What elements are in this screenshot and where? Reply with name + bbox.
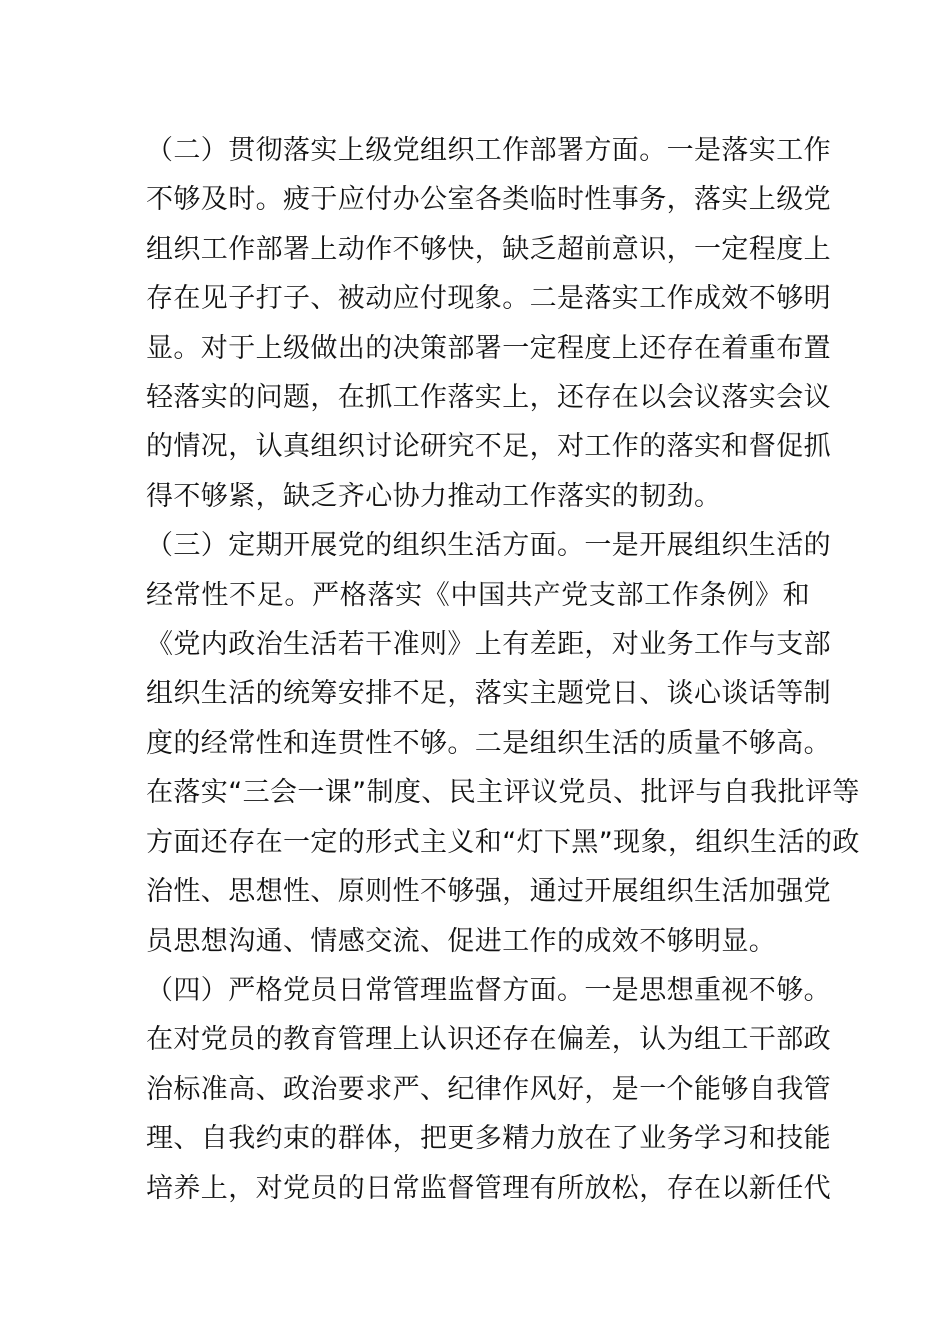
paragraph-section-2 [146,126,831,521]
paragraph-section-3 [146,521,860,966]
text-line: （四）严格党员日常管理监督方面。一是思想重视不够。 [146,974,831,1006]
text-line: 《党内政治生活若干准则》上有差距，对业务工作与支部 [146,629,831,661]
text-line: 治性、思想性、原则性不够强，通过开展组织生活加强党 [146,876,831,908]
text-line: 在对党员的教育管理上认识还存在偏差，认为组工干部政 [146,1024,831,1056]
text-line: 组织工作部署上动作不够快，缺乏超前意识，一定程度上 [146,233,831,265]
text-line: 培养上，对党员的日常监督管理有所放松，存在以新任代 [146,1172,831,1204]
text-line: （二）贯彻落实上级党组织工作部署方面。一是落实工作 [146,135,831,166]
text-line: 理、自我约束的群体，把更多精力放在了业务学习和技能 [146,1123,831,1155]
document-body [146,126,860,1213]
paragraph-section-4 [146,966,831,1213]
text-line: （三）定期开展党的组织生活方面。一是开展组织生活的 [146,530,831,562]
text-line: 显。对于上级做出的决策部署一定程度上还存在着重布置 [146,332,831,364]
text-line: 得不够紧，缺乏齐心协力推动工作落实的韧劲。 [146,480,722,512]
text-line: 员思想沟通、情感交流、促进工作的成效不够明显。 [146,925,777,957]
text-line: 在落实“三会一课”制度、民主评议党员、批评与自我批评等 [146,777,860,809]
text-line: 不够及时。疲于应付办公室各类临时性事务，落实上级党 [146,184,831,216]
text-line: 经常性不足。严格落实《中国共产党支部工作条例》和 [146,579,810,611]
text-line: 存在见子打子、被动应付现象。二是落实工作成效不够明 [146,283,831,315]
text-line: 轻落实的问题，在抓工作落实上，还存在以会议落实会议 [146,382,831,414]
text-line: 度的经常性和连贯性不够。二是组织生活的质量不够高。 [146,727,831,759]
text-line: 组织生活的统筹安排不足，落实主题党日、谈心谈话等制 [146,678,831,710]
text-line: 治标准高、政治要求严、纪律作风好，是一个能够自我管 [146,1073,831,1105]
text-line: 方面还存在一定的形式主义和“灯下黑”现象，组织生活的政 [146,826,860,858]
text-line: 的情况，认真组织讨论研究不足，对工作的落实和督促抓 [146,431,831,463]
